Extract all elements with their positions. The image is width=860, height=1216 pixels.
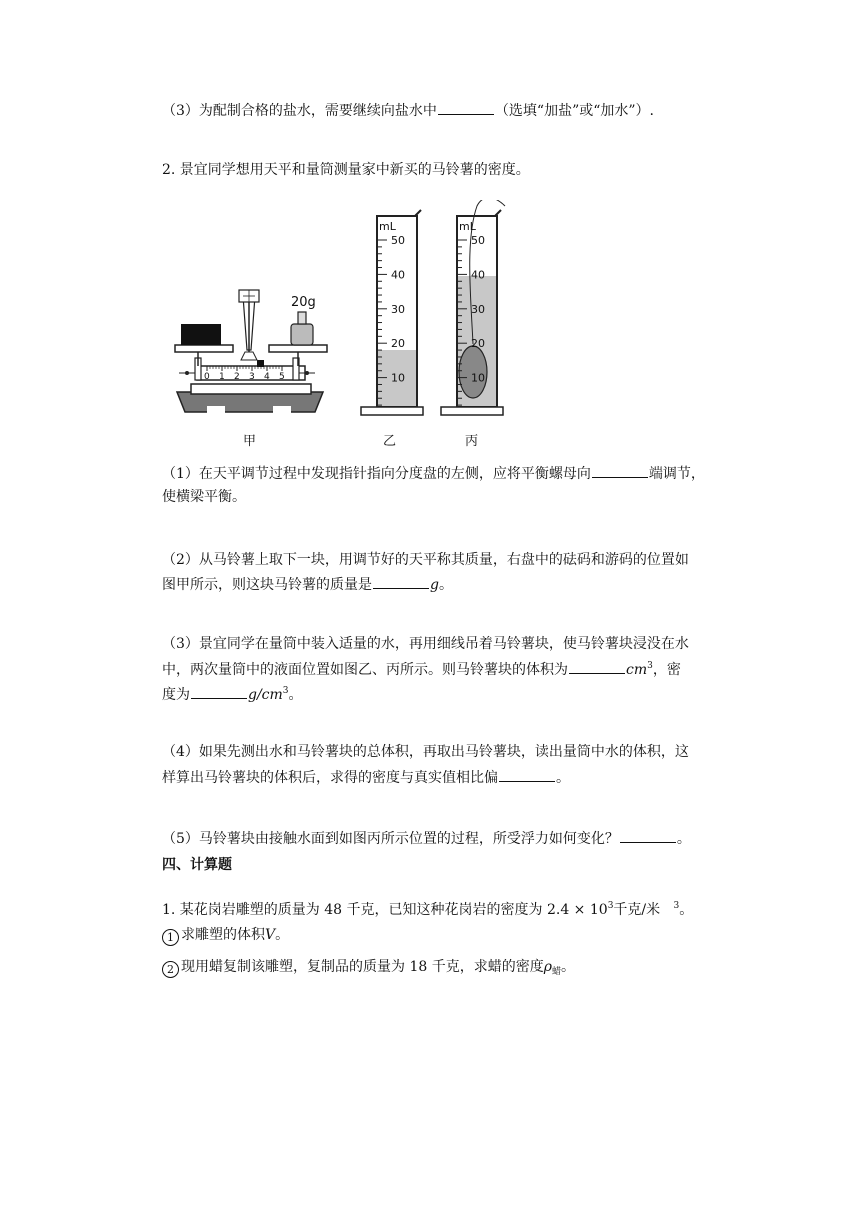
cylinder-yi: [361, 210, 423, 449]
rider-tick-label: 5: [279, 372, 285, 382]
cylinder-bing-tick-label: 10: [471, 371, 485, 385]
prev-item3: （3）为配制合格的盐水，需要继续向盐水中 （选填“加盐”或“加水”）.: [162, 100, 654, 121]
s4-q1-stem: 1. 某花岗岩雕塑的质量为 48 千克，已知这种花岗岩的密度为 $2.4 \times 10^3$千克/米 $^3$。: [162, 901, 694, 918]
q2-item5: （5）马铃薯块由接触水面到如图丙所示位置的过程，所受浮力如何变化？ 。: [162, 828, 691, 849]
answer-blank[interactable]: [569, 659, 625, 674]
rider-tick-label: 2: [234, 372, 240, 382]
q2-item3-line1: （3）景宜同学在量筒中装入适量的水，再用细线吊着马铃薯块，使马铃薯块浸没在水: [162, 636, 689, 652]
q2-item4-line2: 样算出马铃薯块的体积后，求得的密度与真实值相比偏 。: [162, 767, 570, 788]
rider-tick-label: 0: [204, 372, 210, 382]
potato-sample: [181, 324, 221, 345]
cylinder-bing-unit: mL: [459, 220, 476, 233]
cylinder-yi-tick-label: 20: [391, 337, 405, 351]
cylinder-yi-tick-label: 40: [391, 268, 405, 282]
q2-item4-line1: （4）如果先测出水和马铃薯块的总体积，再取出马铃薯块，读出量筒中水的体积，这: [162, 744, 689, 760]
rider-tick-label: 3: [249, 372, 255, 382]
cylinder-yi-tick-label: 50: [391, 234, 405, 247]
rider-tick-label: 1: [219, 372, 225, 382]
q2-item2-line2: 图甲所示，则这块马铃薯的质量是 g。: [162, 574, 453, 595]
cylinder-bing-caption: 丙: [465, 434, 479, 449]
circled-number-2: 2: [162, 961, 179, 978]
left-pan: [175, 345, 233, 352]
q2-item2-line1: （2）从马铃薯上取下一块，用调节好的天平称其质量，右盘中的砝码和游码的位置如: [162, 552, 689, 568]
balance-diagram: [175, 290, 327, 449]
q2-item3-line2: 中，两次量筒中的液面位置如图乙、丙所示。则马铃薯块的体积为 $cm^3$，密: [162, 661, 681, 678]
cylinder-bing-tick-label: 50: [471, 234, 485, 247]
rider: [257, 360, 264, 367]
q2-item1-line1: （1）在天平调节过程中发现指针指向分度盘的左侧，应将平衡螺母向 端调节，: [162, 463, 705, 484]
answer-blank[interactable]: [499, 767, 555, 782]
cylinder-yi-tick-label: 10: [391, 371, 405, 385]
q2-stem: 2. 景宜同学想用天平和量筒测量家中新买的马铃薯的密度。: [162, 162, 530, 178]
cylinder-bing: [441, 200, 505, 449]
answer-blank[interactable]: [373, 574, 429, 589]
answer-blank[interactable]: [438, 100, 494, 115]
answer-blank[interactable]: [191, 684, 247, 699]
experiment-figure: [165, 200, 525, 455]
section-heading: 四、计算题: [162, 857, 232, 873]
s4-q1-sub1: 1 求雕塑的体积V。: [162, 925, 289, 946]
circled-number-1: 1: [162, 929, 179, 946]
cylinder-yi-unit: mL: [379, 220, 396, 233]
rider-tick-label: 4: [264, 372, 270, 382]
cylinder-bing-tick-label: 40: [471, 268, 485, 282]
cylinder-yi-tick-label: 30: [391, 302, 405, 316]
balance-base: [177, 392, 323, 412]
answer-blank[interactable]: [592, 463, 648, 478]
answer-blank[interactable]: [620, 828, 676, 843]
cylinder-bing-tick-label: 30: [471, 302, 485, 316]
weight-20g: [291, 312, 313, 345]
cylinder-yi-caption: 乙: [383, 434, 397, 449]
balance-caption: 甲: [243, 434, 257, 449]
q2-item1-line2: 使横梁平衡。: [162, 489, 246, 505]
weight-label: 20g: [291, 295, 316, 310]
right-pan: [269, 345, 327, 352]
q2-item3-line3: 度为 $g/cm^3$。: [162, 686, 303, 703]
cylinder-bing-tick-label: 20: [471, 337, 485, 351]
s4-q1-sub2: 2 现用蜡复制该雕塑，复制品的质量为 18 千克，求蜡的密度$\rho_蜡$。: [162, 957, 575, 978]
